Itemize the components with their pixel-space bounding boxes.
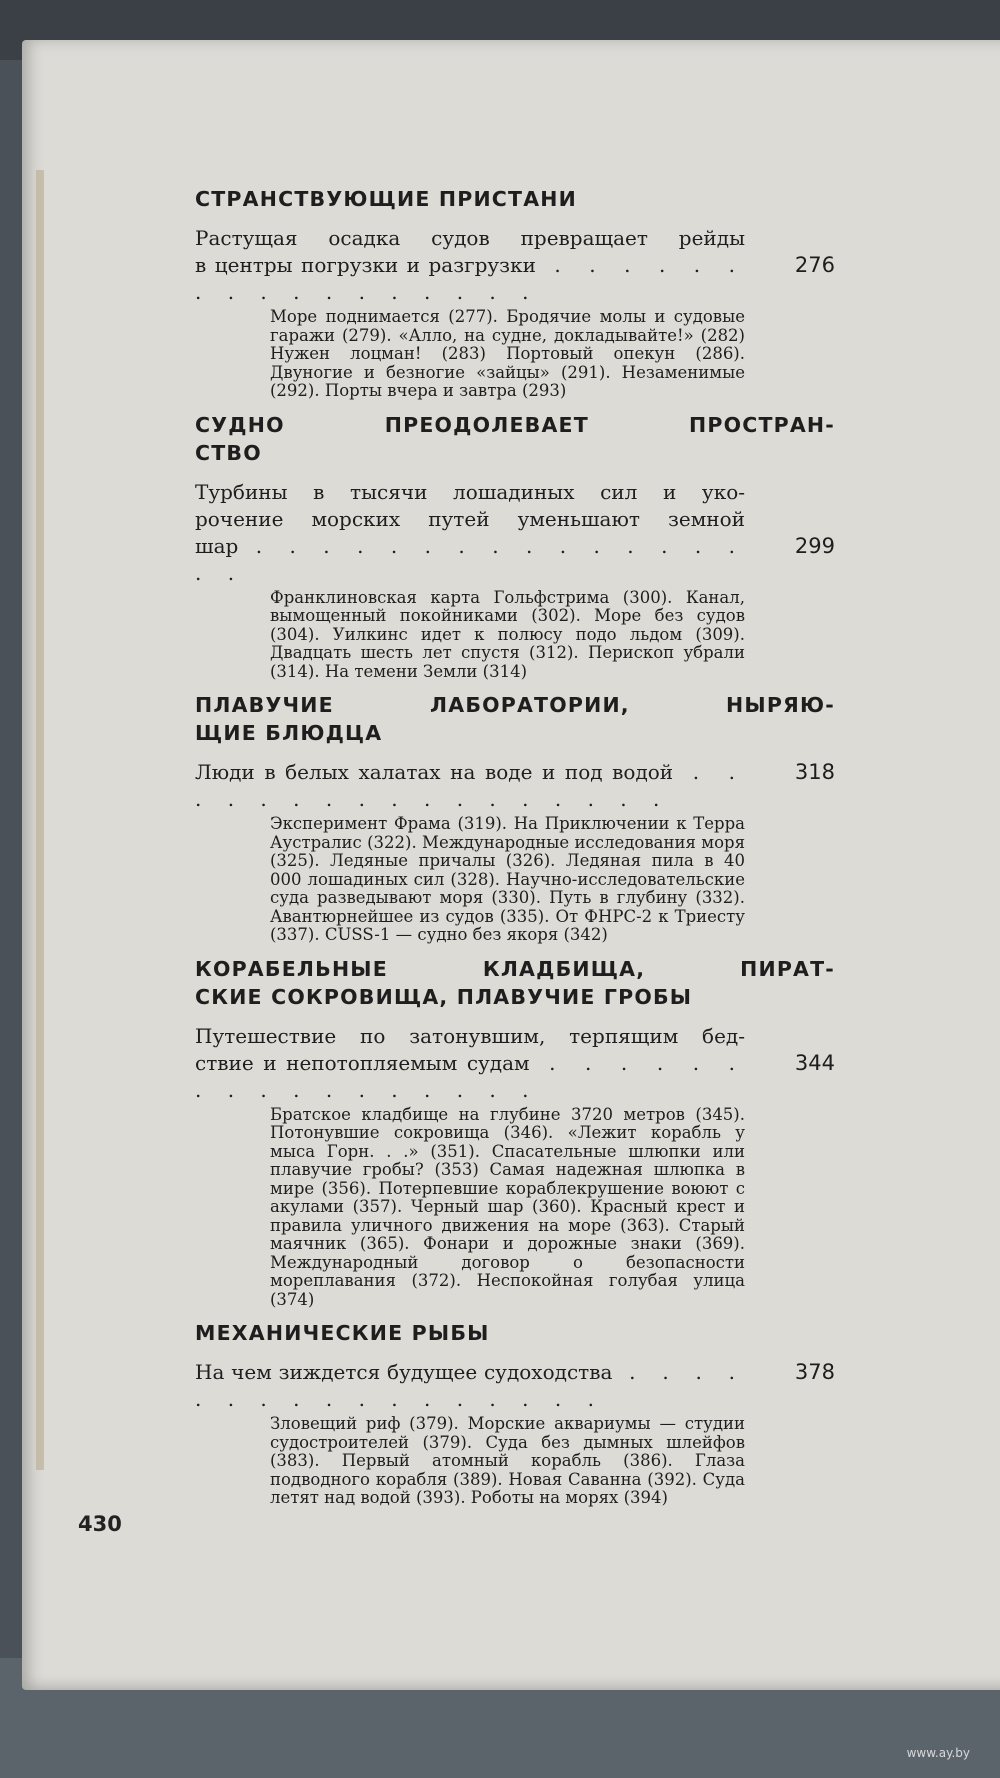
toc-entry: [195, 1359, 835, 1508]
section-heading-line: СТВО: [195, 440, 262, 465]
entry-title-text: шар: [195, 533, 239, 558]
toc-section: [195, 411, 835, 682]
entry-title-text: в центры погрузки и разгрузки: [195, 253, 536, 277]
entry-title-text: ствие и непотопляемым судам: [195, 1050, 530, 1075]
section-heading: [195, 1319, 835, 1347]
entry-page-number: 378: [794, 1360, 835, 1384]
section-heading: [195, 691, 835, 747]
section-heading-line: СУДНО ПРЕОДОЛЕВАЕТ ПРОСТРАН-: [195, 412, 835, 437]
entry-title-line: [195, 252, 835, 306]
toc-entry: [195, 479, 835, 682]
entry-title-line: [195, 479, 835, 506]
entry-description: Франклиновская карта Гольфстрима (300). Канал, вымощенный покойниками (302). Море без судов (304). Уилкинс идет к полюсу подо льдом (309). Двадцать шесть лет спустя (312). Перископ убрали (314). На темени Земли (314): [270, 587, 745, 681]
section-heading-line: СТРАНСТВУЮЩИЕ ПРИСТАНИ: [195, 187, 578, 211]
entry-title-text: Путешествие по затонувшим, терпящим бед-: [195, 1023, 745, 1048]
entry-title-text: рочение морских путей уменьшают земной: [195, 506, 745, 531]
toc-entry: [195, 225, 835, 401]
toc-section: [195, 185, 835, 401]
section-heading-line: МЕХАНИЧЕСКИЕ РЫБЫ: [195, 1321, 490, 1345]
section-heading-line: СКИЕ СОКРОВИЩА, ПЛАВУЧИЕ ГРОБЫ: [195, 984, 693, 1009]
leader-dots: . . . . . . . . . . . . . . . . .: [195, 1050, 745, 1102]
entry-description: Зловещий риф (379). Морские аквариумы — студии судостроителей (379). Суда без дымных шлейфов (383). Первый атомный корабль (386). Глаза подводного корабля (389). Новая Саванна (392). Суда летят над водой (393). Роботы на морях (394): [270, 1414, 745, 1507]
toc-entry: [195, 1023, 835, 1310]
section-heading: [195, 411, 835, 467]
section-heading-line: ЩИЕ БЛЮДЦА: [195, 721, 383, 745]
entry-title-line: [195, 1359, 835, 1413]
section-heading-line: КОРАБЕЛЬНЫЕ КЛАДБИЩА, ПИРАТ-: [195, 956, 835, 981]
toc-entry: [195, 759, 835, 945]
leader-dots: . . . . . . . . . . . . . . . . .: [195, 533, 745, 585]
toc-section: [195, 691, 835, 945]
entry-description: Братское кладбище на глубине 3720 метров (345). Потонувшие сокровища (346). «Лежит корабль у мыса Горн. . .» (351). Спасательные шлюпки или плавучие гробы? (353) Самая надежная шлюпка в мире (356). Потерпевшие кораблекрушение воюют с акулами (357). Черный шар (360). Красный крест и правила уличного движения на море (363). Старый маячник (365). Фонари и дорожные знаки (369). Международный договор о безопасности мореплавания (372). Неспокойная голубая улица (374): [270, 1104, 745, 1309]
entry-title-line: [195, 1023, 835, 1050]
leader-dots: . . . . . . . . . . . . . . . . .: [195, 760, 745, 811]
entry-title-text: Турбины в тысячи лошадиных сил и уко-: [195, 479, 745, 504]
entry-title-line: [195, 1050, 835, 1104]
entry-page-number: 344: [794, 1050, 835, 1075]
section-heading: [195, 185, 835, 213]
entry-title-line: [195, 533, 835, 587]
entry-description: Море поднимается (277). Бродячие молы и судовые гаражи (279). «Алло, на судне, докладывайте!» (282) Нужен лоцман! (283) Портовый опекун (286). Двуногие и безногие «зайцы» (291). Незаменимые (292). Порты вчера и завтра (293): [270, 307, 745, 400]
entry-page-number: 299: [794, 533, 835, 558]
toc-section: [195, 955, 835, 1310]
entry-page-number: 276: [794, 253, 835, 277]
entry-title-line: [195, 506, 835, 533]
table-of-contents: [195, 175, 835, 1518]
leader-dots: . . . . . . . . . . . . . . . . .: [195, 253, 745, 304]
page-binding-edge: [36, 170, 44, 1470]
entry-page-number: 318: [794, 760, 835, 784]
entry-title-text: На чем зиждется будущее судоходства: [195, 1360, 613, 1384]
toc-section: [195, 1319, 835, 1508]
entry-title-line: [195, 225, 835, 252]
entry-title-text: Растущая осадка судов превращает рейды: [195, 226, 745, 250]
entry-description: Эксперимент Фрама (319). На Приключении к Терра Аустралис (322). Международные исследования моря (325). Ледяные причалы (326). Ледяная пила в 40 000 лошадиных сил (328). Научно-исследовательские суда разведывают моря (330). Путь в глубину (332). Авантюрнейшее из судов (335). От ФНРС-2 к Триесту (337). CUSS-1 — судно без якоря (342): [270, 814, 745, 944]
watermark-text: www.ay.by: [906, 1746, 970, 1760]
entry-title-line: [195, 759, 835, 813]
section-heading-line: ПЛАВУЧИЕ ЛАБОРАТОРИИ, НЫРЯЮ-: [195, 693, 835, 717]
page-number-folio: 430: [78, 1512, 122, 1536]
section-heading: [195, 955, 835, 1011]
entry-title-text: Люди в белых халатах на воде и под водой: [195, 760, 674, 784]
leader-dots: . . . . . . . . . . . . . . . . .: [195, 1360, 745, 1411]
